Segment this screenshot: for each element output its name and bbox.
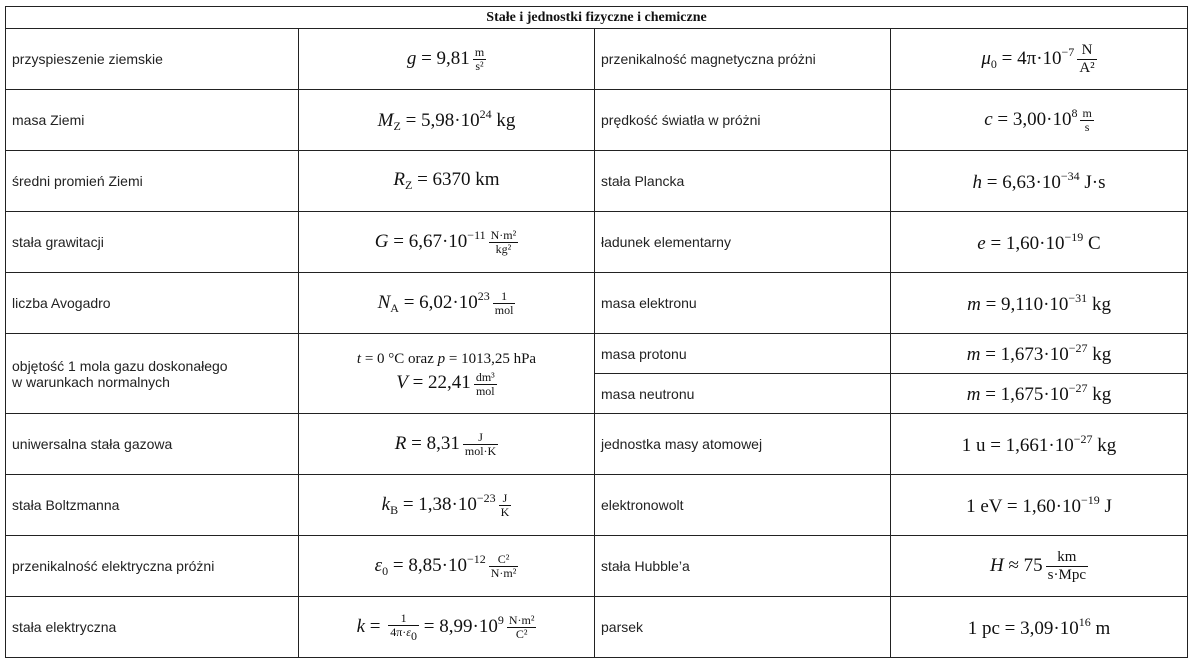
value-electronvolt: 1 eV = $1,60\cdot 10^{-19}$ J <box>891 475 1188 536</box>
value-atomic-mass-unit: 1 $u = 1,661\cdot 10^{-27}$ kg <box>891 414 1188 475</box>
table-row <box>6 151 1188 212</box>
value-avogadro: $N_A = 6,02\cdot 10^{23}$ $\frac{1}{\text{mol}}$ <box>299 273 595 334</box>
value-earth-mass: $M_Z = 5,98\cdot 10^{24}$ kg <box>299 90 595 151</box>
label-neutron-mass: masa neutronu <box>595 374 891 414</box>
label-elementary-charge: ładunek elementarny <box>595 212 891 273</box>
value-gas-constant: R = 8,31 $\frac{J}{\text{mol·K}}$ <box>299 414 595 475</box>
label-earth-radius: średni promień Ziemi <box>6 151 299 212</box>
label-boltzmann: stała Boltzmanna <box>6 475 299 536</box>
label-planck-constant: stała Plancka <box>595 151 891 212</box>
label-proton-mass: masa protonu <box>595 334 891 374</box>
label-atomic-mass-unit: jednostka masy atomowej <box>595 414 891 475</box>
value-gravity-acceleration: g = 9,81 $\frac{m}{\text{s²}}$ <box>299 29 595 90</box>
value-neutron-mass: $m = 1,675\cdot 10^{-27}$ kg <box>891 374 1188 414</box>
label-hubble-constant: stała Hubble’a <box>595 536 891 597</box>
table-row <box>6 212 1188 273</box>
table-row <box>6 29 1188 90</box>
table-row <box>6 90 1188 151</box>
label-parsec: parsek <box>595 597 891 658</box>
label-electron-mass: masa elektronu <box>595 273 891 334</box>
label-gas-constant: uniwersalna stała gazowa <box>6 414 299 475</box>
label-speed-of-light: prędkość światła w próżni <box>595 90 891 151</box>
value-electron-mass: $m = 9,110\cdot 10^{-31}$ kg <box>891 273 1188 334</box>
value-molar-volume: t = 0 °C oraz p = 1013,25 hPa V = 22,41 $\frac{\text{dm³}}{\text{mol}}$ <box>299 334 595 414</box>
value-planck-constant: $h = 6,63\cdot 10^{-34}$ J·s <box>891 151 1188 212</box>
table-title: Stałe i jednostki fizyczne i chemiczne <box>6 7 1188 29</box>
label-gravitational-constant: stała grawitacji <box>6 212 299 273</box>
value-earth-radius: $R_Z = 6370$ km <box>299 151 595 212</box>
value-hubble-constant: H ≈ 75 $\frac{km}{\text{s·Mpc}}$ <box>891 536 1188 597</box>
table-row <box>6 597 1188 658</box>
value-electric-permittivity: $\varepsilon_0 = 8,85\cdot 10^{-12}$ $\frac{\text{C²}}{\text{N·m²}}$ <box>299 536 595 597</box>
value-boltzmann: $k_B = 1,38\cdot 10^{-23}$ $\frac{J}{K}$ <box>299 475 595 536</box>
label-avogadro: liczba Avogadro <box>6 273 299 334</box>
table-row <box>6 536 1188 597</box>
table-row <box>6 273 1188 334</box>
value-elementary-charge: $e = 1,60\cdot 10^{-19}$ C <box>891 212 1188 273</box>
label-magnetic-permeability: przenikalność magnetyczna próżni <box>595 29 891 90</box>
table-row <box>6 475 1188 536</box>
label-molar-volume: objętość 1 mola gazu doskonałego w warunkach normalnych <box>6 334 299 414</box>
label-coulomb-constant: stała elektryczna <box>6 597 299 658</box>
label-gravity-acceleration: przyspieszenie ziemskie <box>6 29 299 90</box>
table-row <box>6 414 1188 475</box>
label-electronvolt: elektronowolt <box>595 475 891 536</box>
value-speed-of-light: $c = 3,00\cdot 10^8$ $\frac{m}{s}$ <box>891 90 1188 151</box>
value-parsec: 1 pc = $3,09\cdot 10^{16}$ m <box>891 597 1188 658</box>
value-proton-mass: $m = 1,673\cdot 10^{-27}$ kg <box>891 334 1188 374</box>
label-electric-permittivity: przenikalność elektryczna próżni <box>6 536 299 597</box>
value-gravitational-constant: $G = 6,67\cdot 10^{-11}$ $\frac{\text{N·m²}}{\text{kg²}}$ <box>299 212 595 273</box>
constants-table <box>5 6 1188 658</box>
value-magnetic-permeability: $\mu_0 = 4\pi\cdot 10^{-7}$ $\frac{N}{\text{A²}}$ <box>891 29 1188 90</box>
value-coulomb-constant: k = $\frac{1}{4\pi\cdot\varepsilon 0}$ = $8,99\cdot 10^9$ $\frac{\text{N·m²}}{\text{C²}}$ <box>299 597 595 658</box>
label-earth-mass: masa Ziemi <box>6 90 299 151</box>
table-row <box>6 334 1188 374</box>
